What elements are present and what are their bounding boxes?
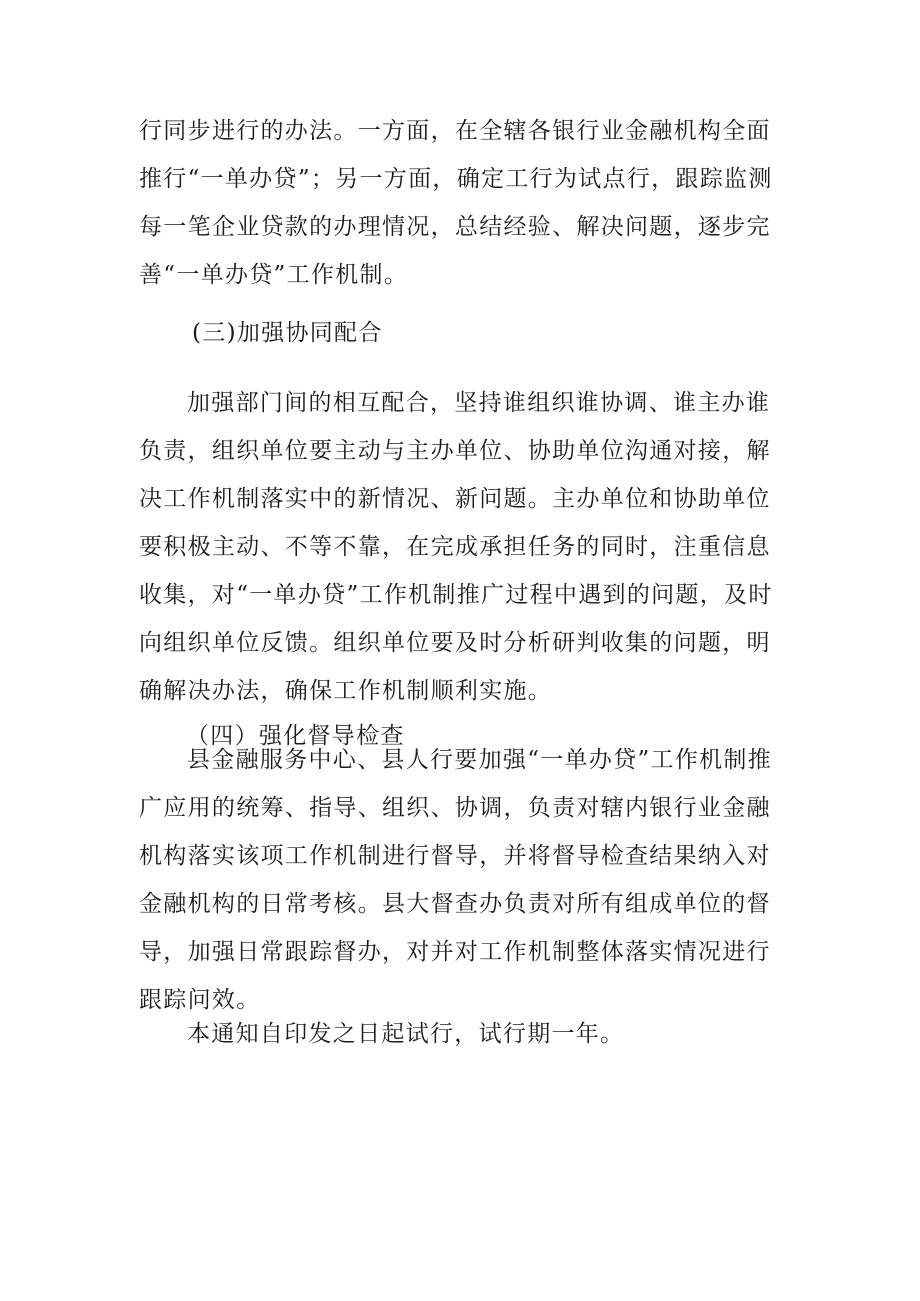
paragraph-coordination: 加强部门间的相互配合，坚持谁组织谁协调、谁主办谁负责，组织单位要主动与主办单位、协助单位沟通对接，解决工作机制落实中的新情况、新问题。主办单位和协助单位要积极主动、不等不靠，在完成承担任务的同时，注重信息收集，对“一单办贷”工作机制推广过程中遇到的问题，及时向组织单位反馈。组织单位要及时分析研判收集的问题，明确解决办法，确保工作机制顺利实施。 <box>139 390 773 704</box>
section-heading-3: (三)加强协同配合 <box>192 320 383 346</box>
paragraph-effective-date: 本通知自印发之日起试行，试行期一年。 <box>187 1021 625 1047</box>
paragraph-supervision: 县金融服务中心、县人行要加强“一单办贷”工作机制推广应用的统筹、指导、组织、协调，负责对辖内银行业金融机构落实该项工作机制进行督导，并将督导检查结果纳入对金融机构的日常考核。县大督查办负责对所有组成单位的督导，加强日常跟踪督办，对并对工作机制整体落实情况进行跟踪问效。 <box>139 747 773 1013</box>
paragraph-continuation: 行同步进行的办法。一方面，在全辖各银行业金融机构全面推行“一单办贷”；另一方面，确定工行为试点行，跟踪监测每一笔企业贷款的办理情况，总结经验、解决问题，逐步完善“一单办贷”工作机制。 <box>139 118 773 288</box>
section-heading-4: （四）强化督导检查 <box>186 723 405 749</box>
